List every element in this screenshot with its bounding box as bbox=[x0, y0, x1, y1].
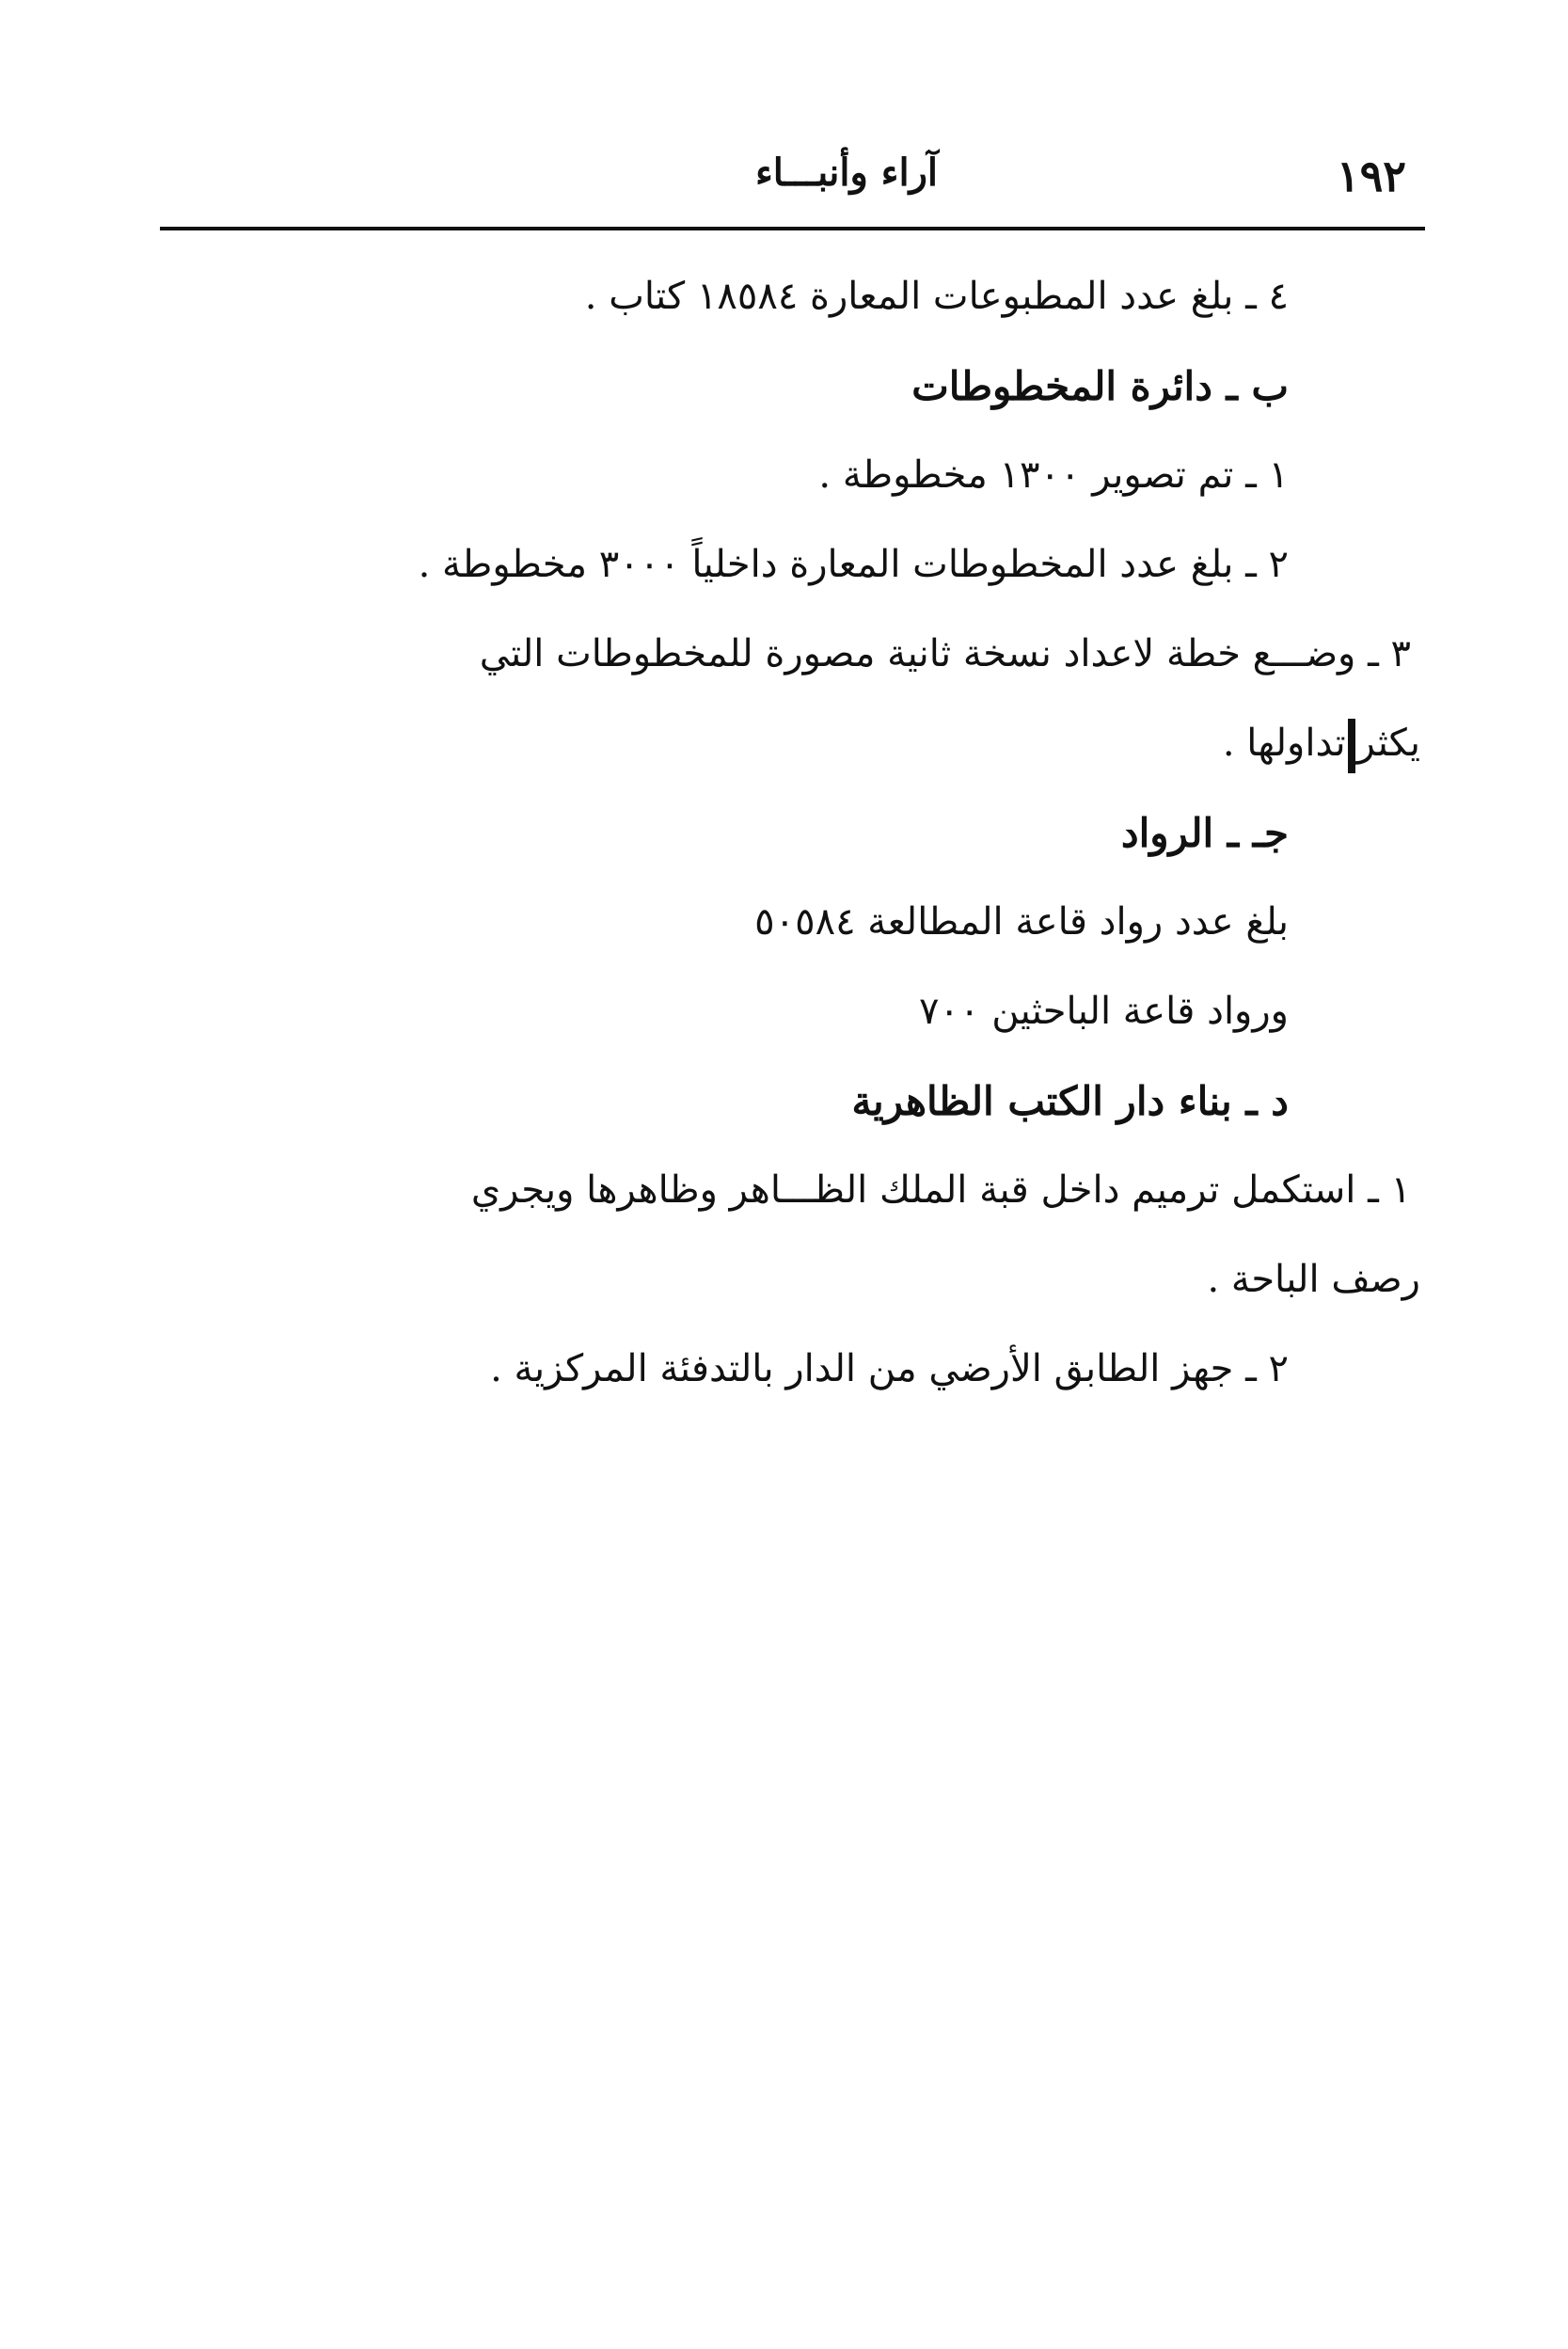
body-text bbox=[160, 252, 1420, 1414]
section-heading: جـ ـ الرواد bbox=[1120, 810, 1289, 856]
list-item: ٢ ـ جهز الطابق الأرضي من الدار بالتدفئة المركزية . bbox=[490, 1347, 1289, 1390]
list-item: ٤ ـ بلغ عدد المطبوعات المعارة ١٨٥٨٤ كتاب . bbox=[584, 275, 1289, 318]
list-item: ورواد قاعة الباحثين ٧٠٠ bbox=[919, 990, 1289, 1033]
page-number: ١٩٢ bbox=[1336, 151, 1406, 201]
list-item: ١ ـ تم تصوير ١٣٠٠ مخطوطة . bbox=[818, 453, 1289, 497]
margin-bar-mark bbox=[1348, 719, 1355, 773]
header-rule bbox=[160, 227, 1425, 230]
running-title: آراء وأنبـــاء bbox=[754, 151, 939, 195]
list-item: بلغ عدد رواد قاعة المطالعة ٥٠٥٨٤ bbox=[754, 900, 1289, 944]
list-item: ٣ ـ وضـــع خطة لاعداد نسخة ثانية مصورة للمخطوطات التي bbox=[479, 632, 1411, 675]
word-yakthur: يكثر bbox=[1356, 722, 1420, 765]
section-heading: ب ـ دائرة المخطوطات bbox=[911, 363, 1289, 409]
section-heading: د ـ بناء دار الكتب الظاهرية bbox=[851, 1078, 1289, 1124]
list-item-continuation bbox=[160, 699, 1420, 788]
page-header bbox=[160, 141, 1425, 216]
list-item: ١ ـ استكمل ترميم داخل قبة الملك الظـــاهر وظاهرها ويجري bbox=[470, 1168, 1411, 1212]
list-item: ٢ ـ بلغ عدد المخطوطات المعارة داخلياً ٣٠٠٠ مخطوطة . bbox=[418, 543, 1289, 586]
word-tadawuluha: تداولها . bbox=[1222, 722, 1346, 765]
list-item-continuation: رصف الباحة . bbox=[1207, 1258, 1420, 1301]
